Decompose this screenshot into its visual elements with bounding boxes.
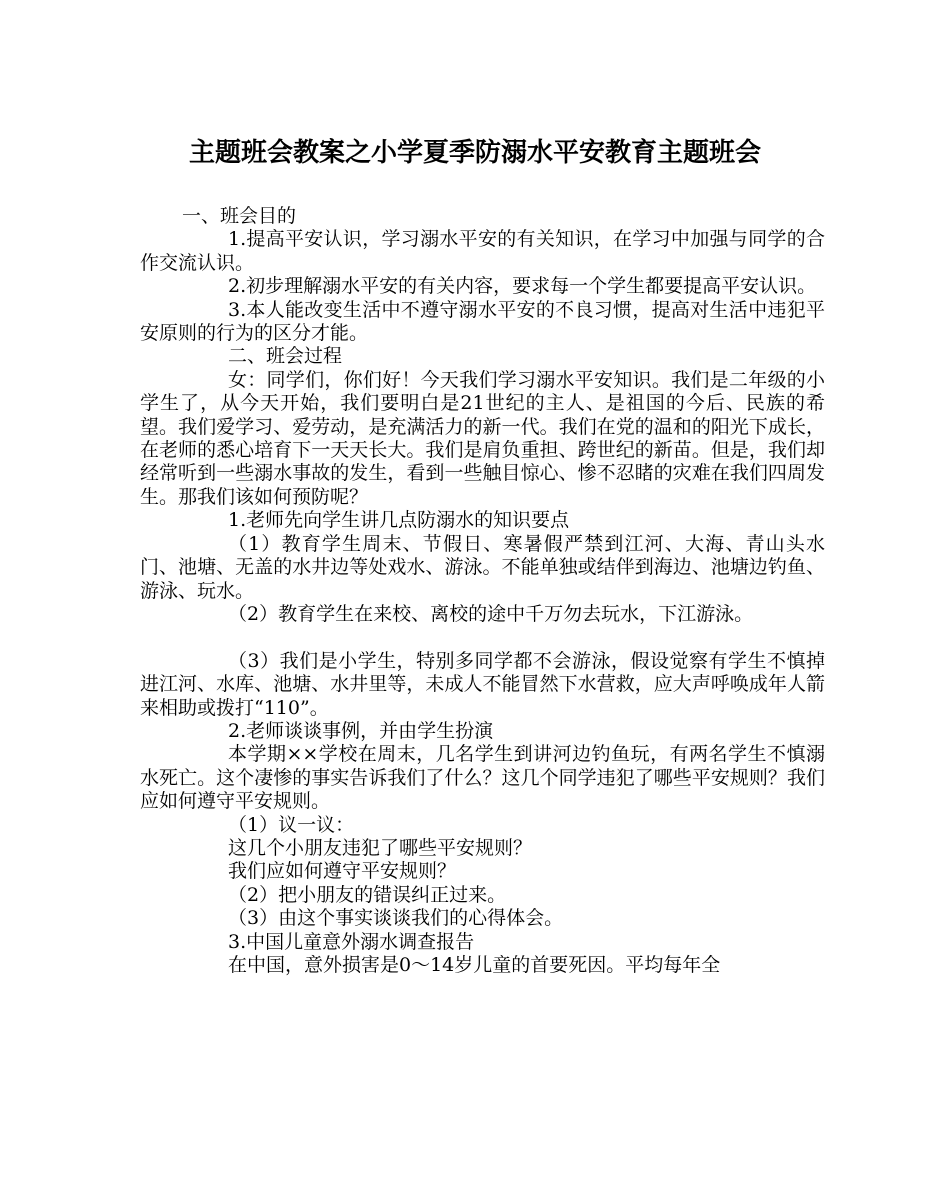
paragraph: 3.本人能改变生活中不遵守溺水平安的不良习惯，提高对生活中违犯平安原则的行为的区分才能。 <box>140 298 825 345</box>
section-heading-process: 二、班会过程 <box>228 345 343 368</box>
paragraph: 3.中国儿童意外溺水调查报告 <box>228 930 475 953</box>
paragraph: 我们应如何遵守平安规则？ <box>228 860 457 883</box>
paragraph: 1.提高平安认识，学习溺水平安的有关知识，在学习中加强与同学的合作交流认识。 <box>140 228 825 274</box>
paragraph: 本学期××学校在周末，几名学生到讲河边钓鱼玩，有两名学生不慎溺水死亡。这个凄惨的事实告诉我们了什么？这几个同学违犯了哪些平安规则？我们应如何遵守平安规则。 <box>140 743 825 813</box>
paragraph: 在中国，意外损害是0～14岁儿童的首要死因。平均每年全 <box>228 953 721 976</box>
paragraph: （1）教育学生周末、节假日、寒暑假严禁到江河、大海、青山头水门、池塘、无盖的水井边等处戏水、游泳。不能单独或结伴到海边、池塘边钓鱼、游泳、玩水。 <box>140 532 825 602</box>
paragraph: 这几个小朋友违犯了哪些平安规则？ <box>228 836 533 859</box>
blank-line <box>140 626 825 649</box>
paragraph: 2.初步理解溺水平安的有关内容，要求每一个学生都要提高平安认识。 <box>228 275 817 298</box>
document-title: 主题班会教案之小学夏季防溺水平安教育主题班会 <box>188 138 761 168</box>
paragraph: 2.老师谈谈事例，并由学生扮演 <box>228 719 494 742</box>
document-body <box>140 205 825 977</box>
paragraph: 1.老师先向学生讲几点防溺水的知识要点 <box>228 509 570 532</box>
paragraph: （3）我们是小学生，特别多同学都不会游泳，假设觉察有学生不慎掉进江河、水库、池塘、水井里等，未成人不能冒然下水营救，应大声呼唤成年人箭来相助或拨打“110”。 <box>140 649 825 719</box>
paragraph: （1）议一议： <box>228 813 355 836</box>
paragraph: （2）把小朋友的错误纠正过来。 <box>228 883 507 906</box>
paragraph: 女：同学们，你们好！今天我们学习溺水平安知识。我们是二年级的小学生了，从今天开始，我们要明白是21世纪的主人、是祖国的今后、民族的希望。我们爱学习、爱劳动，是充满活力的新一代。我们在党的温和的阳光下成长，在老师的悉心培育下一天天长大。我们是肩负重担、跨世纪的新苗。但是，我们却经常听到一些溺水事故的发生，看到一些触目惊心、惨不忍睹的灾难在我们四周发生。那我们该如何预防呢？ <box>140 368 825 508</box>
paragraph: （3）由这个事实谈谈我们的心得体会。 <box>228 907 564 930</box>
section-heading-purpose: 一、班会目的 <box>182 205 297 227</box>
paragraph: （2）教育学生在来校、离校的途中千万勿去玩水，下江游泳。 <box>228 602 754 625</box>
